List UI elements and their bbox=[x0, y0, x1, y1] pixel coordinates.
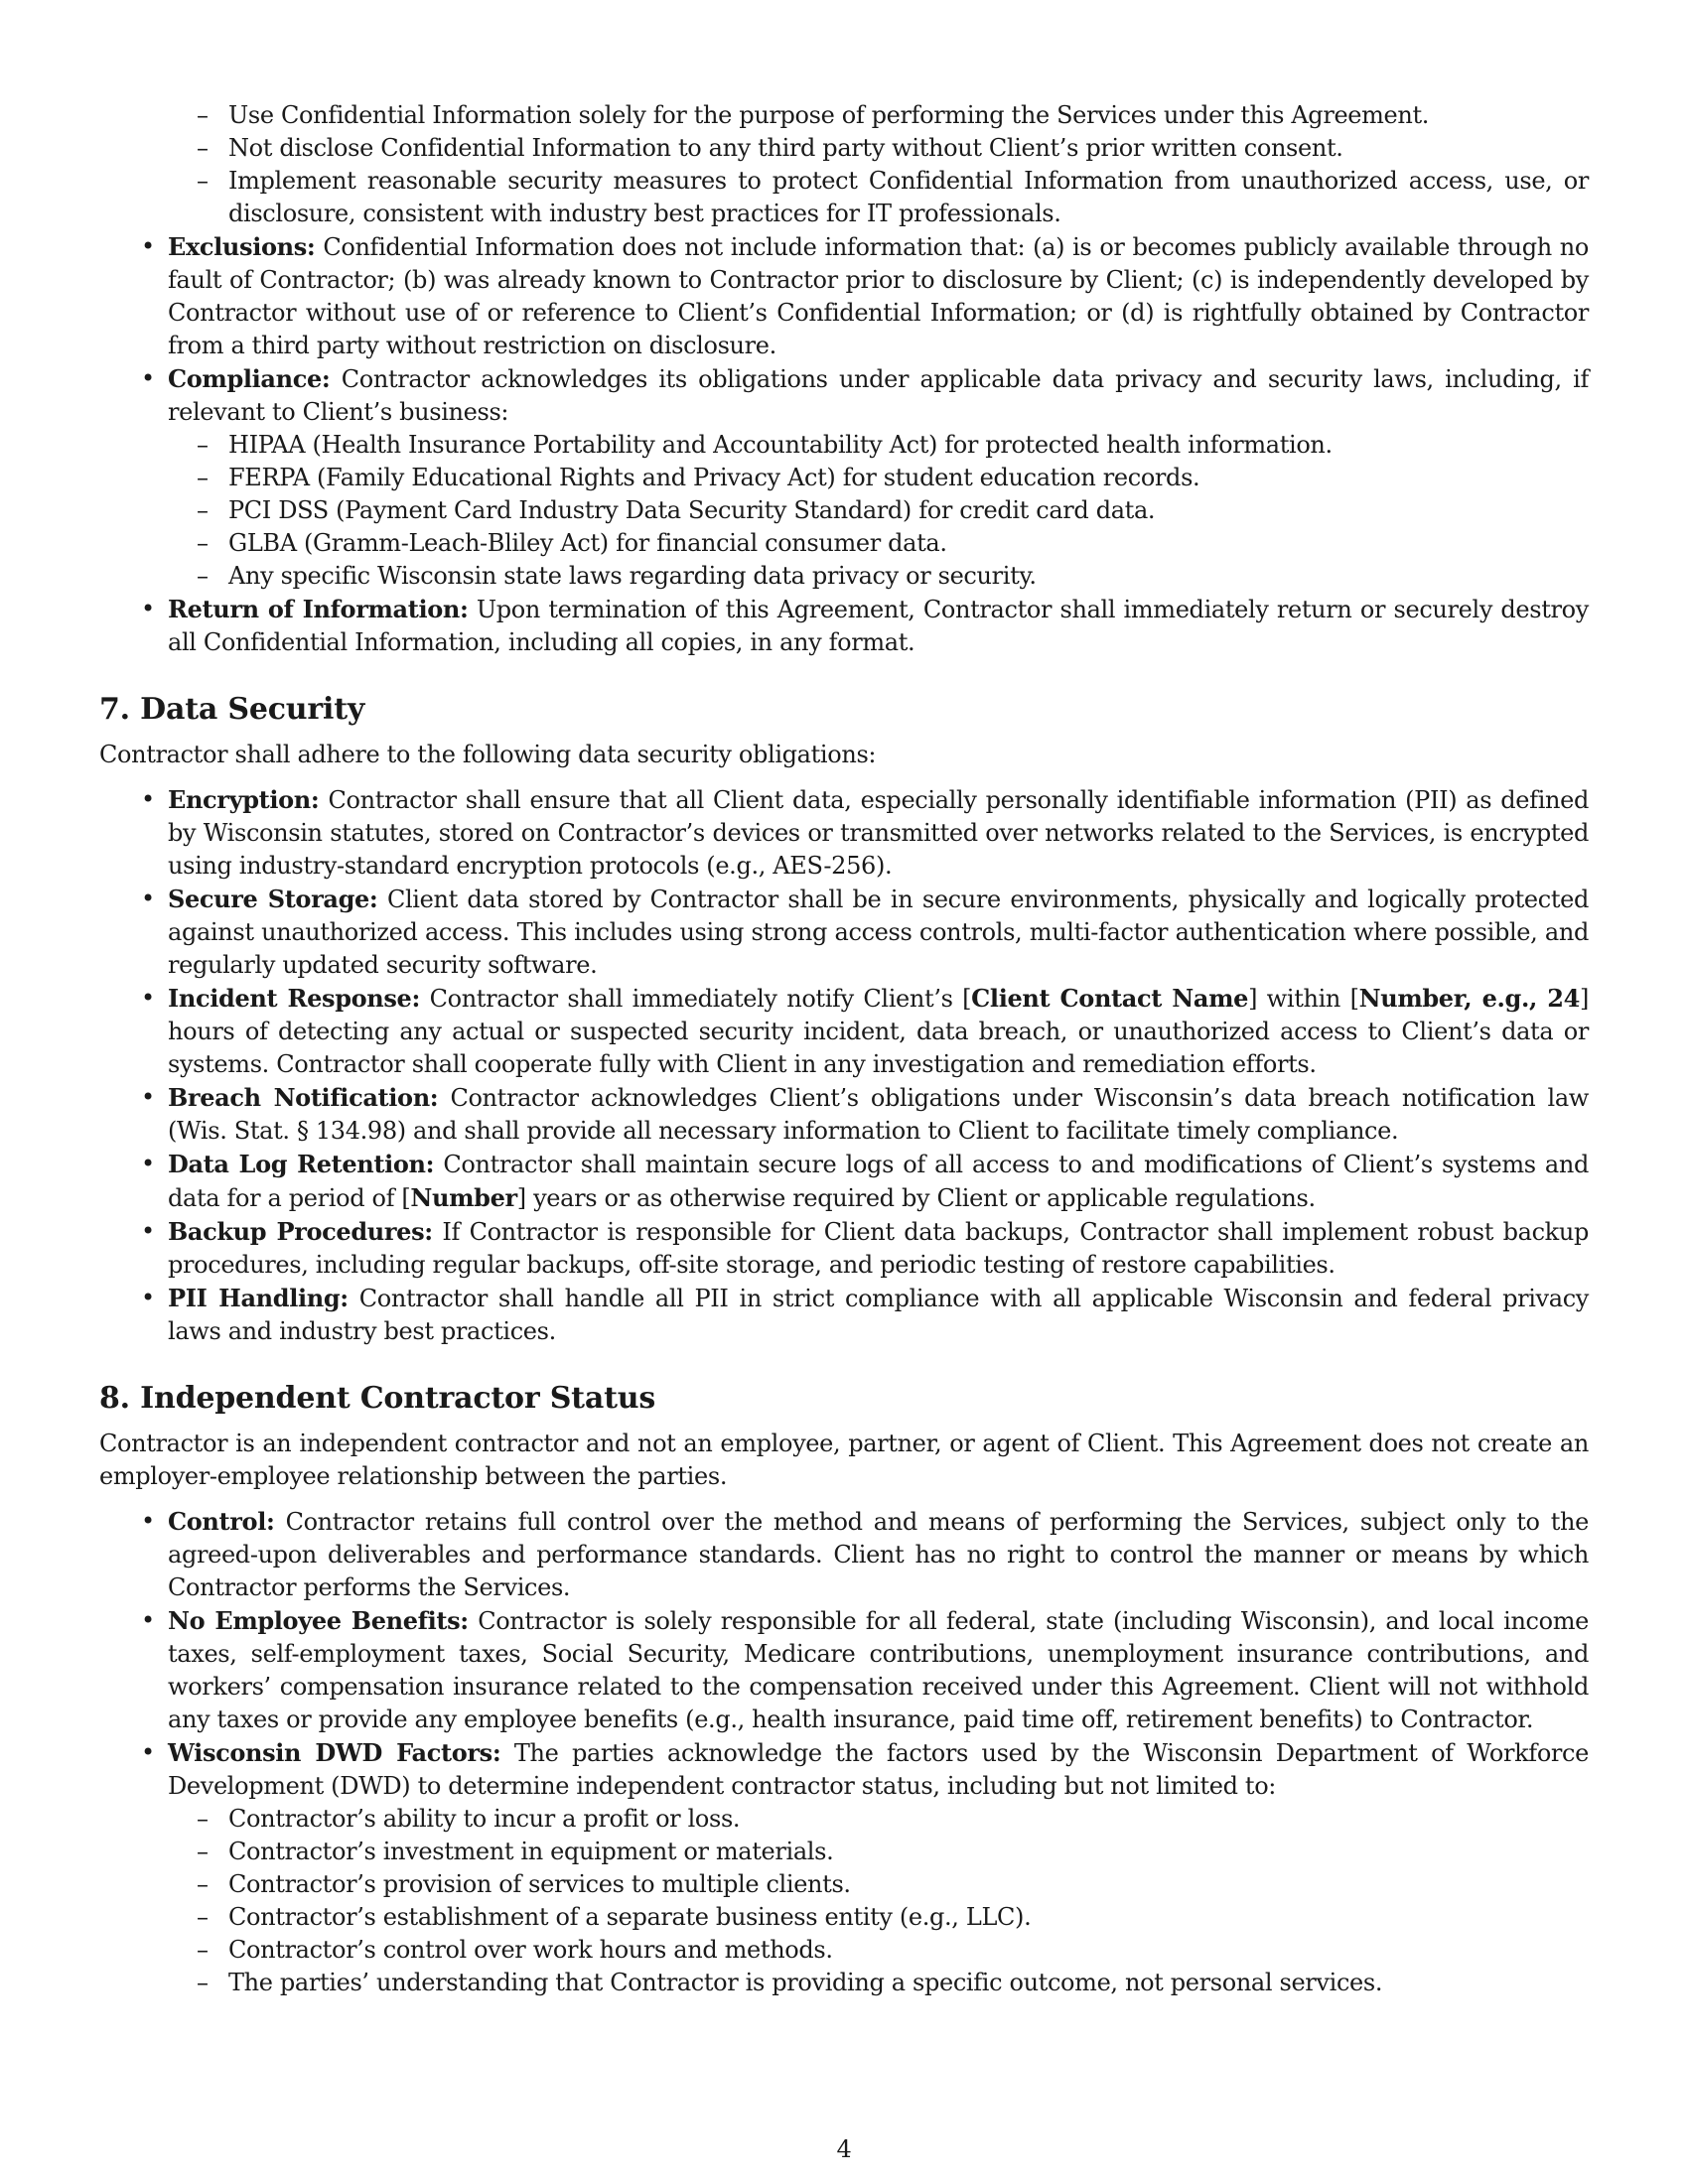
item-label: Control: bbox=[168, 1507, 275, 1536]
item-label: Encryption: bbox=[168, 785, 320, 814]
contractor-status-list bbox=[99, 1505, 1589, 1999]
list-item: – Contractor’s provision of services to multiple clients. bbox=[228, 1868, 1589, 1901]
dwd-factor-list bbox=[168, 1803, 1589, 1999]
item-text: If Contractor is responsible for Client data backups, Contractor shall implement robust backup procedures, including regular backups, off-site storage, and periodic testing of restore capabilities. bbox=[168, 1218, 1589, 1279]
placeholder-field: Number, e.g., 24 bbox=[1358, 984, 1580, 1013]
item-label: Wisconsin DWD Factors: bbox=[168, 1738, 501, 1767]
item-text: Contractor shall maintain secure logs of all access to and modifications of Client’s systems and data for a period of [ bbox=[168, 1151, 1589, 1212]
section-heading-independent-contractor: 8. Independent Contractor Status bbox=[99, 1381, 656, 1416]
item-text: Contractor shall ensure that all Client data, especially personally identifiable information (PII) as defined by Wisconsin statutes, stored on Contractor’s devices or transmitted over networks related to the Services, is encrypted using industry-standard encryption protocols (e.g., AES-256). bbox=[168, 786, 1589, 880]
item-label: Data Log Retention: bbox=[168, 1150, 435, 1178]
placeholder-field: Number bbox=[410, 1183, 517, 1212]
item-text: Client data stored by Contractor shall be in secure environments, physically and logically protected against unauthorized access. This includes using strong access controls, multi-factor authentication where possible, and regularly updated security software. bbox=[168, 886, 1589, 979]
dwd-factors-item bbox=[168, 1736, 1589, 1999]
list-item: – Contractor’s ability to incur a profit or loss. bbox=[228, 1803, 1589, 1836]
data-log-retention-item bbox=[168, 1148, 1589, 1215]
no-employee-benefits-item bbox=[168, 1604, 1589, 1736]
item-label: Breach Notification: bbox=[168, 1083, 439, 1112]
encryption-item bbox=[168, 783, 1589, 883]
list-item: – Use Confidential Information solely for the purpose of performing the Services under this Agreement. bbox=[228, 99, 1589, 132]
compliance-law-list bbox=[168, 429, 1589, 593]
page-content bbox=[99, 99, 1589, 1999]
breach-notification-item bbox=[168, 1081, 1589, 1148]
compliance-item bbox=[168, 362, 1589, 593]
obligation-list bbox=[228, 99, 1589, 230]
item-text: Contractor retains full control over the method and means of performing the Services, subject only to the agreed-upon deliverables and performance standards. Client has no right to control the manner or means by which Contractor performs the Services. bbox=[168, 1508, 1589, 1601]
pii-handling-item bbox=[168, 1282, 1589, 1348]
item-text: ] hours of detecting any actual or suspected security incident, data breach, or unauthorized access to Client’s data or systems. Contractor shall cooperate fully with Client in any investigation and remediation efforts. bbox=[168, 985, 1590, 1078]
item-text: ] years or as otherwise required by Client or applicable regulations. bbox=[516, 1184, 1316, 1212]
secure-storage-item bbox=[168, 883, 1589, 982]
item-text: Confidential Information does not include information that: (a) is or becomes publicly available through no fault of Contractor; (b) was already known to Contractor prior to disclosure by Client; (c) is independently developed by Contractor without use of or reference to Client’s Confidential Information; or (d) is rightfully obtained by Contractor from a third party without restriction on disclosure. bbox=[168, 233, 1589, 359]
section-intro: Contractor is an independent contractor and not an employee, partner, or agent of Client. This Agreement does not create an employer-employee relationship between the parties. bbox=[99, 1430, 1589, 1490]
list-item: – FERPA (Family Educational Rights and Privacy Act) for student education records. bbox=[228, 462, 1589, 494]
section-heading-data-security: 7. Data Security bbox=[99, 692, 365, 727]
item-label: Secure Storage: bbox=[168, 885, 378, 913]
list-item: – HIPAA (Health Insurance Portability and Accountability Act) for protected health information. bbox=[228, 429, 1589, 462]
item-label: Exclusions: bbox=[168, 232, 316, 261]
list-item: – Contractor’s establishment of a separate business entity (e.g., LLC). bbox=[228, 1901, 1589, 1934]
confidentiality-list bbox=[99, 230, 1589, 659]
continued-obligations bbox=[99, 99, 1589, 230]
list-item: – Any specific Wisconsin state laws regarding data privacy or security. bbox=[228, 560, 1589, 593]
list-item: – PCI DSS (Payment Card Industry Data Security Standard) for credit card data. bbox=[228, 494, 1589, 527]
item-text: Contractor is solely responsible for all federal, state (including Wisconsin), and local income taxes, self-employment taxes, Social Security, Medicare contributions, unemployment insurance contributions, and workers’ compensation insurance related to the compensation received under this Agreement. Client will not withhold any taxes or provide any employee benefits (e.g., health insurance, paid time off, retirement benefits) to Contractor. bbox=[168, 1607, 1589, 1733]
item-label: Backup Procedures: bbox=[168, 1217, 433, 1246]
item-text: Contractor acknowledges Client’s obligations under Wisconsin’s data breach notification law (Wis. Stat. § 134.98) and shall provide all necessary information to Client to facilitate timely compliance. bbox=[168, 1084, 1589, 1145]
section-intro: Contractor shall adhere to the following data security obligations: bbox=[99, 741, 877, 768]
item-text: Upon termination of this Agreement, Contractor shall immediately return or securely destroy all Confidential Information, including all copies, in any format. bbox=[168, 596, 1589, 656]
control-item bbox=[168, 1505, 1589, 1604]
item-label: Compliance: bbox=[168, 364, 331, 393]
incident-response-item bbox=[168, 982, 1589, 1081]
list-item: – Contractor’s investment in equipment or materials. bbox=[228, 1836, 1589, 1868]
item-label: Incident Response: bbox=[168, 984, 420, 1013]
item-text: ] within [ bbox=[1248, 985, 1359, 1013]
exclusions-item bbox=[168, 230, 1589, 362]
data-security-list bbox=[99, 783, 1589, 1348]
list-item: – The parties’ understanding that Contractor is providing a specific outcome, not personal services. bbox=[228, 1967, 1589, 1999]
item-text: Contractor shall immediately notify Client’s [ bbox=[419, 985, 972, 1013]
item-text: Contractor shall handle all PII in strict compliance with all applicable Wisconsin and federal privacy laws and industry best practices. bbox=[168, 1285, 1589, 1345]
item-label: Return of Information: bbox=[168, 595, 469, 623]
item-text: Contractor acknowledges its obligations under applicable data privacy and security laws, including, if relevant to Client’s business: bbox=[168, 365, 1589, 426]
backup-procedures-item bbox=[168, 1215, 1589, 1282]
item-label: PII Handling: bbox=[168, 1284, 349, 1312]
item-text: The parties acknowledge the factors used by the Wisconsin Department of Workforce Development (DWD) to determine independent contractor status, including but not limited to: bbox=[168, 1739, 1589, 1800]
list-item: – GLBA (Gramm-Leach-Bliley Act) for financial consumer data. bbox=[228, 527, 1589, 560]
list-item: – Contractor’s control over work hours and methods. bbox=[228, 1934, 1589, 1967]
return-of-information-item bbox=[168, 593, 1589, 659]
list-item: – Not disclose Confidential Information to any third party without Client’s prior written consent. bbox=[228, 132, 1589, 165]
list-item: – Implement reasonable security measures to protect Confidential Information from unauthorized access, use, or disclosure, consistent with industry best practices for IT professionals. bbox=[228, 165, 1589, 230]
page-number: 4 bbox=[836, 2135, 852, 2163]
item-label: No Employee Benefits: bbox=[168, 1606, 469, 1635]
placeholder-field: Client Contact Name bbox=[971, 984, 1249, 1013]
